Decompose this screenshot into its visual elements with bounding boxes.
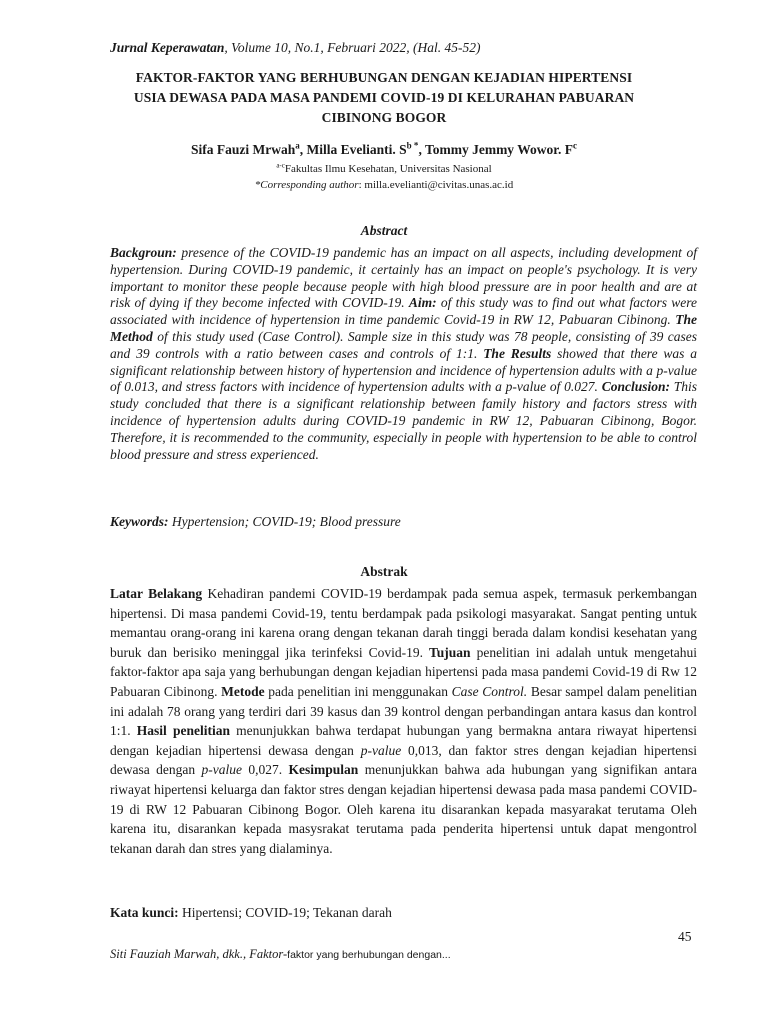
kata-kunci-label: Kata kunci: bbox=[110, 905, 179, 920]
results-label: The Results bbox=[483, 345, 552, 361]
hasil-text-a: menunjukkan bahwa terdapat hubungan yang bermakna antara riwayat hipertensi dengan kejadian hipertensi dewasa dengan bbox=[110, 723, 697, 758]
aim-label: Aim: bbox=[408, 295, 437, 311]
pvalue-2: p-value bbox=[201, 762, 242, 778]
journal-header bbox=[110, 40, 481, 56]
author-1-sup: a bbox=[295, 140, 300, 151]
journal-volume-info: , Volume 10, No.1, Februari 2022, (Hal. 45-52) bbox=[224, 40, 481, 55]
abstract-heading: Abstract bbox=[360, 223, 408, 238]
aim-text: of this study was to find out what factors were associated with incidence of hypertension in time pandemic Covid-19 in RW 12, Pabuaran Cibinong. bbox=[110, 295, 697, 328]
affiliation-text: Fakultas Ilmu Kesehatan, Universitas Nasional bbox=[284, 163, 492, 175]
keywords-text: Hypertension; COVID-19; Blood pressure bbox=[168, 514, 401, 529]
affiliation-sup: a-c bbox=[276, 161, 285, 170]
metode-text-b: Besar sampel dalam penelitian ini adalah 78 orang yang terdiri dari 39 kasus dan 39 kontrol dengan perbandingan antara kasus dan kontrol 1:1. bbox=[110, 683, 697, 739]
abstrak-heading: Abstrak bbox=[360, 564, 408, 579]
corresponding-author bbox=[90, 179, 678, 191]
author-3-sup: c bbox=[572, 140, 577, 151]
tujuan-text: penelitian ini adalah untuk mengetahui faktor-faktor apa saja yang berhubungan dengan kejadian hipertensi pada masa pandemi Covid-19 di Rw 12 Pabuaran Cibinong. bbox=[110, 644, 697, 699]
title-line-1: FAKTOR-FAKTOR YANG BERHUBUNGAN DENGAN KEJADIAN HIPERTENSI bbox=[135, 70, 633, 85]
page-number: 45 bbox=[678, 929, 692, 944]
author-list bbox=[90, 142, 678, 158]
title-line-2: USIA DEWASA PADA MASA PANDEMI COVID-19 DI KELURAHAN PABUARAN bbox=[133, 90, 635, 105]
title-line-3: CIBINONG BOGOR bbox=[321, 110, 447, 125]
background-label: Backgroun: bbox=[110, 245, 177, 260]
footer-plain: faktor yang berhubungan dengan... bbox=[287, 949, 451, 961]
abstract-indonesian bbox=[110, 584, 697, 858]
background-text: presence of the COVID-19 pandemic has an impact on all aspects, including development of hypertension. During COVID-19 pandemic, it certainly has an impact on people's psychology. It is very important to monitor these people because people with high blood pressure are in poor health and are at risk of dying if they become infected with COVID-19. bbox=[110, 245, 697, 311]
corresponding-email[interactable]: : milla.evelianti@civitas.unas.ac.id bbox=[358, 179, 514, 191]
kesimpulan-text: menunjukkan bahwa ada hubungan yang signifikan antara riwayat hipertensi keluarga dan faktor stres dengan kejadian hipertensi dewasa pada masa pandemi COVID-19 di RW 12 Pabuaran Cibinong Bogor. Oleh karena itu disarankan kepada masyarakat terutama Oleh karena itu, disarankan kepada masysrakat terutama pada penderita hipertensi untuk dapat mengontrol tekanan darah dan stres yang dialaminya. bbox=[110, 762, 698, 856]
metode-italic: Case Control. bbox=[451, 683, 528, 699]
hasil-text-b: 0,013, dan faktor stres dengan kejadian hipertensi dewasa dengan bbox=[110, 742, 697, 778]
article-title bbox=[90, 68, 678, 128]
kata-kunci-text: Hipertensi; COVID-19; Tekanan darah bbox=[178, 905, 392, 920]
abstract-english bbox=[110, 245, 697, 463]
metode-label: Metode bbox=[221, 683, 265, 699]
method-label: The Method bbox=[110, 312, 697, 344]
running-footer bbox=[110, 947, 451, 962]
keywords-label: Keywords: bbox=[110, 514, 169, 529]
keywords-english bbox=[110, 514, 401, 530]
author-2-sup: b * bbox=[406, 140, 419, 151]
metode-text-a: pada penelitian ini menggunakan bbox=[264, 683, 452, 699]
keywords-indonesian bbox=[110, 905, 392, 921]
footer-italic: Siti Fauziah Marwah, dkk., Faktor- bbox=[110, 947, 288, 961]
latar-text: Kehadiran pandemi COVID-19 berdampak pada semua aspek, termasuk perkembangan hipertensi. Di masa pandemi Covid-19, tentu berdampak pada psikologi masyarakat. Sangat penting untuk memantau orang-orang ini karena orang dengan tekanan darah tinggi berada dalam kondisi kesehatan yang buruk dan berisiko meninggal jika terinfeksi Covid-19. bbox=[110, 586, 697, 660]
results-text: showed that there was a significant relationship between history of hypertension and incidence of hypertension adults with a p-value of 0.013, and stress factors with incidence of hypertension adults with a p-value of 0.027. bbox=[110, 345, 697, 395]
conclusion-text: This study concluded that there is a significant relationship between family history and factors stress with incidence of hypertension adults during COVID-19 pandemic in RW 12, Pabuaran Cibinong, Bogor. Therefore, it is recommended to the community, especially in people with hypertension to be able to control blood pressure and stress experienced. bbox=[110, 379, 697, 462]
kesimpulan-label: Kesimpulan bbox=[288, 762, 359, 778]
affiliation bbox=[90, 163, 678, 175]
corresponding-label: *Corresponding author bbox=[254, 179, 359, 191]
author-2: , Milla Evelianti. S bbox=[299, 142, 407, 157]
hasil-label: Hasil penelitian bbox=[136, 723, 230, 739]
hasil-text-c: 0,027. bbox=[242, 762, 289, 778]
author-1: Sifa Fauzi Mrwah bbox=[191, 142, 296, 157]
author-3: , Tommy Jemmy Wowor. F bbox=[418, 142, 573, 157]
method-text: of this study used (Case Control). Sample size in this study was 78 people, consisting of 39 cases and 39 controls with a ratio between cases and controls of 1:1. bbox=[110, 328, 697, 361]
journal-name: Jurnal Keperawatan bbox=[110, 40, 225, 55]
tujuan-label: Tujuan bbox=[429, 644, 471, 660]
pvalue-1: p-value bbox=[360, 742, 402, 758]
conclusion-label: Conclusion: bbox=[601, 379, 670, 395]
latar-label: Latar Belakang bbox=[110, 586, 203, 601]
